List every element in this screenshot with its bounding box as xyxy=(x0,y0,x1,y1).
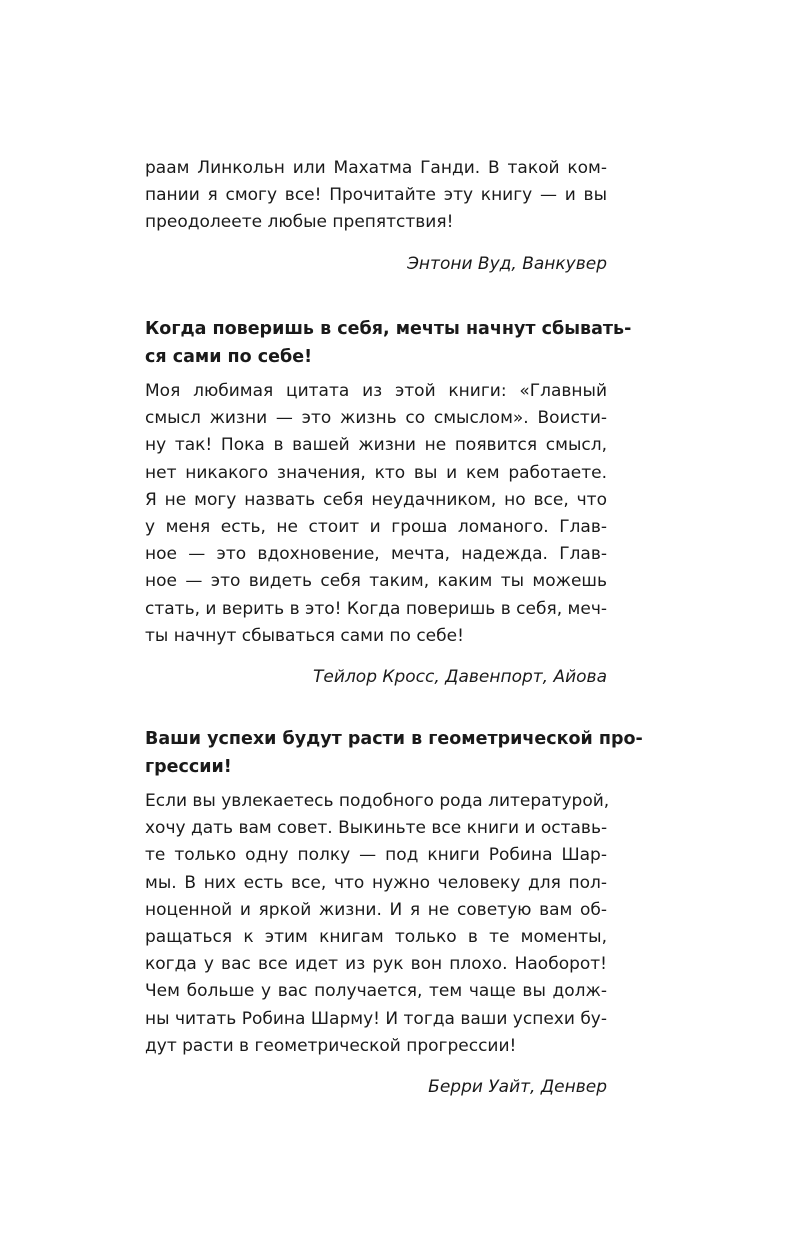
text-line: ты начнут сбываться сами по себе! xyxy=(145,625,464,646)
text-line: когда у вас все идет из рук вон плохо. Наоборот! xyxy=(145,954,607,975)
text-line: ну так! Пока в вашей жизни не появится смысл, xyxy=(145,435,607,456)
testimonial-2-heading xyxy=(145,315,632,371)
text-line: дут расти в геометрической прогрессии! xyxy=(145,1035,517,1056)
testimonial-3-text xyxy=(145,788,610,1060)
text-line: те только одну полку — под книги Робина Шар- xyxy=(145,845,607,866)
testimonial-3-signature: Берри Уайт, Денвер xyxy=(428,1077,607,1098)
text-line: хочу дать вам совет. Выкиньте все книги и оставь- xyxy=(145,818,608,839)
testimonial-1-text xyxy=(145,155,607,237)
testimonial-2-text xyxy=(145,378,607,650)
heading-line: ся сами по себе! xyxy=(145,347,313,367)
testimonial-1-signature: Энтони Вуд, Ванкувер xyxy=(407,253,607,274)
testimonial-2 xyxy=(145,315,632,691)
text-line: смысл жизни — это жизнь со смыслом». Воисти- xyxy=(145,408,607,429)
testimonial-2-signature: Тейлор Кросс, Давенпорт, Айова xyxy=(313,667,607,688)
text-line: ное — это вдохновение, мечта, надежда. Глав- xyxy=(145,544,607,565)
text-line: ноценной и яркой жизни. И я не советую вам об- xyxy=(145,899,607,920)
text-line: Чем больше у вас получается, тем чаще вы долж- xyxy=(145,981,607,1002)
testimonial-1 xyxy=(145,155,607,278)
heading-line: грессии! xyxy=(145,757,232,777)
text-line: ное — это видеть себя таким, каким ты можешь xyxy=(145,571,607,592)
text-line: раам Линкольн или Махатма Ганди. В такой ком- xyxy=(145,158,607,178)
testimonial-3-heading xyxy=(145,725,643,781)
text-line: у меня есть, не стоит и гроша ломаного. Глав- xyxy=(145,517,607,538)
testimonial-3 xyxy=(145,725,643,1101)
text-line: Я не могу назвать себя неудачником, но все, что xyxy=(145,489,607,510)
heading-line: Ваши успехи будут расти в геометрической про- xyxy=(145,729,643,749)
text-line: ны читать Робина Шарму! И тогда ваши успехи бу- xyxy=(145,1008,607,1029)
text-line: преодолеете любые препятствия! xyxy=(145,212,454,233)
text-line: мы. В них есть все, что нужно человеку для пол- xyxy=(145,872,607,893)
text-line: ращаться к этим книгам только в те моменты, xyxy=(145,927,607,948)
text-line: нет никакого значения, кто вы и кем работаете. xyxy=(145,462,607,483)
heading-line: Когда поверишь в себя, мечты начнут сбывать- xyxy=(145,319,632,339)
text-line: Если вы увлекаетесь подобного рода литературой, xyxy=(145,791,610,811)
text-line: стать, и верить в это! Когда поверишь в себя, меч- xyxy=(145,598,607,619)
text-line: Моя любимая цитата из этой книги: «Главный xyxy=(145,381,607,401)
text-line: пании я смогу все! Прочитайте эту книгу — и вы xyxy=(145,185,607,206)
